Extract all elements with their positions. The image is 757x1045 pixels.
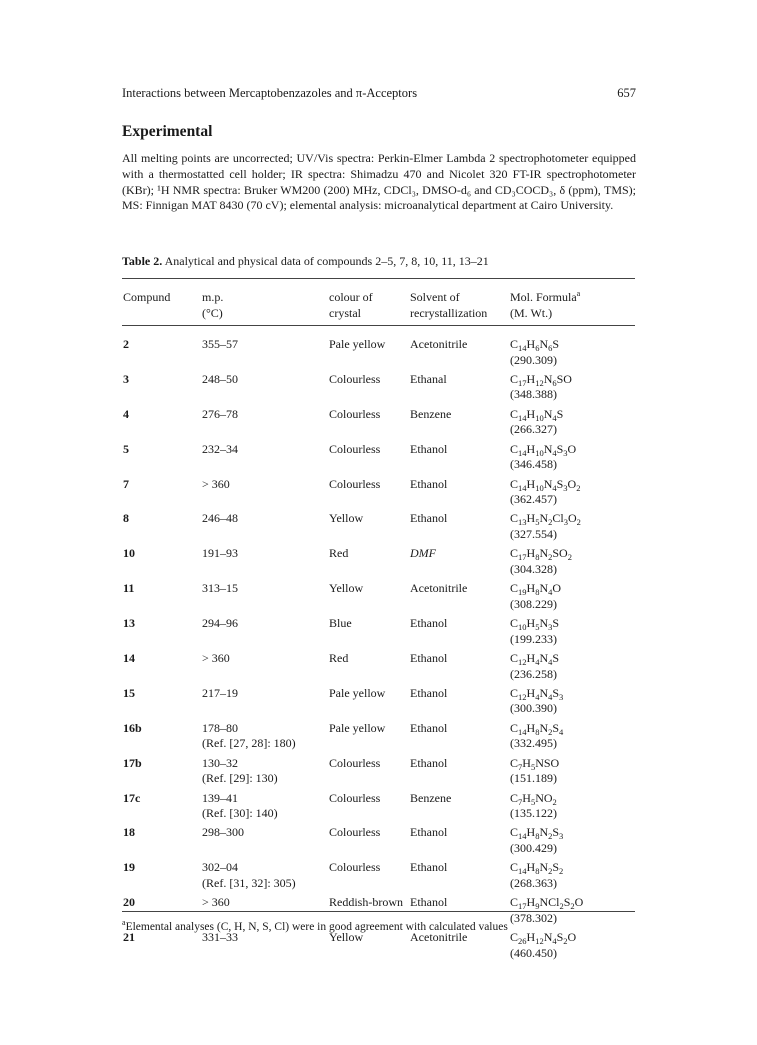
cell-colour: Pale yellow [329, 337, 386, 351]
table-row [0, 756, 757, 791]
table-caption-text: Analytical and physical data of compounds 2–5, 7, 8, 10, 11, 13–21 [164, 254, 489, 268]
cell-colour: Pale yellow [329, 720, 386, 735]
cell-compound: 15 [123, 685, 135, 700]
cell-molecular-formula: $C_{12}H_4N_4S$ [510, 651, 560, 668]
cell-molecular-weight: (304.328) [510, 561, 557, 576]
header-compound-text: Compund [123, 290, 171, 304]
cell-compound: 21 [123, 930, 135, 945]
cell-solvent: Ethanal [410, 371, 447, 386]
cell-molecular-formula: $C_{17}H_{12}N_6SO$ [510, 371, 572, 388]
cell-molecular-formula: $C_{14}H_6N_6S$ [510, 337, 560, 353]
cell-mp-value: 331–33 [202, 930, 238, 945]
cell-mp-value: 139–41 [202, 790, 238, 805]
table-row [0, 825, 757, 860]
cell-formula [510, 372, 572, 403]
cell-mp-value: 217–19 [202, 685, 238, 700]
cell-formula [510, 721, 563, 752]
cell-colour: Colourless [329, 406, 381, 421]
cell-molecular-formula: $C_{19}H_8N_4O$ [510, 581, 562, 598]
cell-colour: Colourless [329, 825, 381, 840]
cell-molecular-weight: (348.388) [510, 387, 557, 402]
cell-compound: 11 [123, 581, 135, 596]
cell-colour: Yellow [329, 511, 364, 526]
cell-molecular-weight: (362.457) [510, 492, 557, 507]
cell-solvent: Acetonitrile [410, 930, 468, 945]
cell-solvent: Ethanol [410, 895, 448, 910]
cell-formula [510, 337, 559, 368]
cell-molecular-formula: $C_{14}H_8N_2S_2$ [510, 860, 564, 877]
header-colour-line2: crystal [329, 306, 361, 320]
cell-molecular-formula: $C_7H_5NO_2$ [510, 790, 557, 807]
cell-mp-value: 276–78 [202, 406, 238, 421]
cell-molecular-formula: $C_{10}H_5N_3S$ [510, 616, 560, 633]
cell-mp-reference: (Ref. [31, 32]: 305) [202, 875, 296, 890]
cell-mp-value: 302–04 [202, 860, 238, 875]
running-title: Interactions between Mercaptobenzazoles and π-Acceptors [122, 86, 418, 100]
cell-solvent: Ethanol [410, 651, 448, 666]
cell-molecular-weight: (236.258) [510, 666, 557, 681]
cell-mp-value: 313–15 [202, 581, 238, 596]
cell-molecular-formula: $C_{26}H_{12}N_4S_2O$ [510, 930, 577, 947]
table-row [0, 616, 757, 651]
cell-mp [202, 686, 238, 702]
cell-molecular-formula: $C_{14}H_8N_2S_3$ [510, 825, 564, 842]
cell-colour: Pale yellow [329, 685, 386, 700]
cell-molecular-formula: $C_{17}H_9NCl_2S_2O$ [510, 895, 584, 912]
header-solvent-line2: recrystallization [410, 306, 488, 320]
cell-solvent: Ethanol [410, 511, 448, 526]
cell-solvent: Ethanol [410, 441, 448, 456]
table-bottom-rule [122, 911, 635, 912]
cell-mp [202, 581, 238, 597]
cell-molecular-formula: $C_{17}H_8N_2SO_2$ [510, 546, 572, 563]
cell-mp-value: 232–34 [202, 441, 238, 456]
cell-formula [510, 546, 572, 577]
cell-formula [510, 756, 559, 787]
cell-mp-value: > 360 [202, 651, 230, 666]
footnote-text: Elemental analyses (C, H, N, S, Cl) were in good agreement with calculated values [125, 921, 508, 933]
cell-solvent: Benzene [410, 406, 452, 421]
header-formula-line2: (M. Wt.) [510, 306, 553, 320]
cell-mp-reference: (Ref. [27, 28]: 180) [202, 736, 296, 751]
cell-molecular-weight: (346.458) [510, 457, 557, 472]
cell-compound: 8 [123, 511, 129, 526]
cell-molecular-formula: $C_{14}H_{10}N_4S$ [510, 406, 564, 423]
table-row [0, 651, 757, 686]
cell-compound: 20 [123, 895, 135, 910]
cell-formula [510, 930, 576, 961]
cell-mp-value: 355–57 [202, 337, 238, 351]
table-row [0, 721, 757, 756]
cell-mp [202, 546, 238, 562]
cell-molecular-weight: (135.122) [510, 806, 557, 821]
cell-formula [510, 477, 580, 508]
footnote-mark: a [122, 918, 126, 927]
cell-molecular-formula: $C_{14}H_{10}N_4S_3O$ [510, 441, 577, 458]
cell-mp-value: 298–300 [202, 825, 244, 840]
table-row [0, 407, 757, 442]
header-formula-line1: Mol. Formula [510, 290, 577, 304]
cell-compound: 16b [123, 720, 142, 735]
table-top-rule [122, 278, 635, 279]
table-row [0, 337, 757, 372]
cell-mp-value: 248–50 [202, 371, 238, 386]
cell-molecular-weight: (266.327) [510, 422, 557, 437]
cell-formula [510, 791, 557, 822]
header-compound [123, 289, 170, 305]
cell-colour: Colourless [329, 860, 381, 875]
header-solvent [410, 289, 487, 321]
cell-molecular-weight: (199.233) [510, 631, 557, 646]
cell-mp [202, 337, 238, 353]
cell-formula [510, 686, 563, 717]
cell-formula [510, 825, 563, 856]
cell-formula [510, 581, 561, 612]
cell-molecular-weight: (460.450) [510, 945, 557, 960]
cell-molecular-weight: (151.189) [510, 771, 557, 786]
page-number: 657 [617, 86, 636, 100]
cell-solvent: Ethanol [410, 825, 448, 840]
running-head [122, 86, 636, 104]
table-footnote [122, 918, 508, 933]
cell-mp-value: 191–93 [202, 546, 238, 561]
cell-mp [202, 825, 244, 841]
table-header-rule [122, 325, 635, 326]
cell-mp [202, 791, 278, 822]
cell-molecular-formula: $C_{14}H_8N_2S_4$ [510, 720, 564, 737]
cell-mp-reference: (Ref. [30]: 140) [202, 806, 278, 821]
header-formula [510, 289, 580, 321]
cell-mp [202, 721, 296, 752]
cell-compound: 17b [123, 755, 142, 770]
header-footnote-mark: a [576, 289, 581, 298]
cell-solvent: Ethanol [410, 476, 448, 491]
cell-molecular-formula: $C_{12}H_4N_4S_3$ [510, 685, 564, 702]
cell-colour: Yellow [329, 930, 364, 945]
cell-compound: 10 [123, 546, 135, 561]
cell-solvent: Acetonitrile [410, 581, 468, 596]
header-mp [202, 289, 223, 321]
cell-formula [510, 442, 576, 473]
cell-colour: Red [329, 546, 349, 561]
table-row [0, 442, 757, 477]
cell-compound: 13 [123, 616, 135, 631]
cell-colour: Colourless [329, 790, 381, 805]
header-colour-line1: colour of [329, 290, 373, 304]
cell-formula [510, 860, 563, 891]
cell-mp [202, 651, 230, 667]
cell-solvent: Ethanol [410, 755, 448, 770]
table-row [0, 581, 757, 616]
cell-colour: Red [329, 651, 349, 666]
cell-compound: 2 [123, 337, 129, 351]
cell-molecular-formula: $C_{13}H_5N_2Cl_3O_2$ [510, 511, 581, 528]
cell-mp-value: 130–32 [202, 755, 238, 770]
cell-solvent: Benzene [410, 790, 452, 805]
header-mp-line2: (°C) [202, 306, 223, 320]
experimental-paragraph: All melting points are uncorrected; UV/Vis spectra: Perkin-Elmer Lambda 2 spectrophotometer equipped with a thermostatted cell holder; IR spectra: Shimadzu 470 and Nicolet 320 FT-IR spectrophotometer (KBr); ¹H NMR spectra: Bruker WM200 (200) MHz, CDCl₃, DMSO-d₆ and CD₃COCD₃, δ (ppm), TMS); MS: Finnigan MAT 8430 (70 cV); elemental analysis: microanalytical department at Cairo University. [122, 151, 636, 213]
cell-solvent: Acetonitrile [410, 337, 468, 351]
cell-colour: Yellow [329, 581, 364, 596]
table-row [0, 930, 757, 965]
table-row [0, 546, 757, 581]
cell-compound: 7 [123, 476, 129, 491]
cell-mp [202, 372, 238, 388]
cell-molecular-weight: (290.309) [510, 352, 557, 367]
table-label: Table 2. [122, 254, 163, 268]
cell-formula [510, 407, 563, 438]
cell-colour: Colourless [329, 371, 381, 386]
cell-compound: 5 [123, 441, 129, 456]
table-row [0, 686, 757, 721]
cell-colour: Reddish-brown [329, 895, 403, 910]
cell-mp [202, 895, 230, 911]
header-mp-line1: m.p. [202, 290, 224, 304]
cell-formula [510, 651, 559, 682]
cell-formula [510, 511, 581, 542]
cell-mp [202, 407, 238, 423]
cell-molecular-weight: (327.554) [510, 526, 557, 541]
cell-compound: 4 [123, 406, 129, 421]
cell-mp-value: 178–80 [202, 720, 238, 735]
cell-mp [202, 442, 238, 458]
table-body [0, 337, 757, 965]
header-colour [329, 289, 373, 321]
cell-molecular-formula: $C_{14}H_{10}N_4S_3O_2$ [510, 476, 581, 493]
table-row [0, 477, 757, 512]
cell-mp-value: 246–48 [202, 511, 238, 526]
cell-compound: 3 [123, 371, 129, 386]
cell-molecular-weight: (300.429) [510, 840, 557, 855]
cell-compound: 19 [123, 860, 135, 875]
cell-solvent: Ethanol [410, 616, 448, 631]
cell-mp-value: > 360 [202, 895, 230, 910]
cell-mp-value: > 360 [202, 476, 230, 491]
section-heading: Experimental [122, 123, 213, 140]
cell-mp [202, 756, 278, 787]
cell-mp-value: 294–96 [202, 616, 238, 631]
cell-solvent: Ethanol [410, 860, 448, 875]
cell-solvent: Ethanol [410, 720, 448, 735]
cell-colour: Colourless [329, 476, 381, 491]
cell-colour: Colourless [329, 755, 381, 770]
table-row [0, 860, 757, 895]
header-solvent-line1: Solvent of [410, 290, 460, 304]
cell-mp [202, 860, 296, 891]
cell-molecular-formula: $C_7H_5NSO$ [510, 755, 560, 772]
table-caption [122, 254, 489, 269]
cell-solvent: Ethanol [410, 685, 448, 700]
table-row [0, 791, 757, 826]
cell-molecular-weight: (378.302) [510, 910, 557, 925]
cell-mp [202, 477, 230, 493]
cell-mp-reference: (Ref. [29]: 130) [202, 771, 278, 786]
cell-formula [510, 616, 559, 647]
cell-solvent: DMF [410, 546, 436, 561]
cell-molecular-weight: (308.229) [510, 596, 557, 611]
table-row [0, 372, 757, 407]
table-row [0, 511, 757, 546]
cell-molecular-weight: (332.495) [510, 736, 557, 751]
cell-molecular-weight: (268.363) [510, 875, 557, 890]
cell-colour: Colourless [329, 441, 381, 456]
cell-molecular-weight: (300.390) [510, 701, 557, 716]
cell-mp [202, 616, 238, 632]
cell-compound: 18 [123, 825, 135, 840]
cell-compound: 14 [123, 651, 135, 666]
cell-compound: 17c [123, 790, 141, 805]
cell-mp [202, 511, 238, 527]
cell-colour: Blue [329, 616, 352, 631]
